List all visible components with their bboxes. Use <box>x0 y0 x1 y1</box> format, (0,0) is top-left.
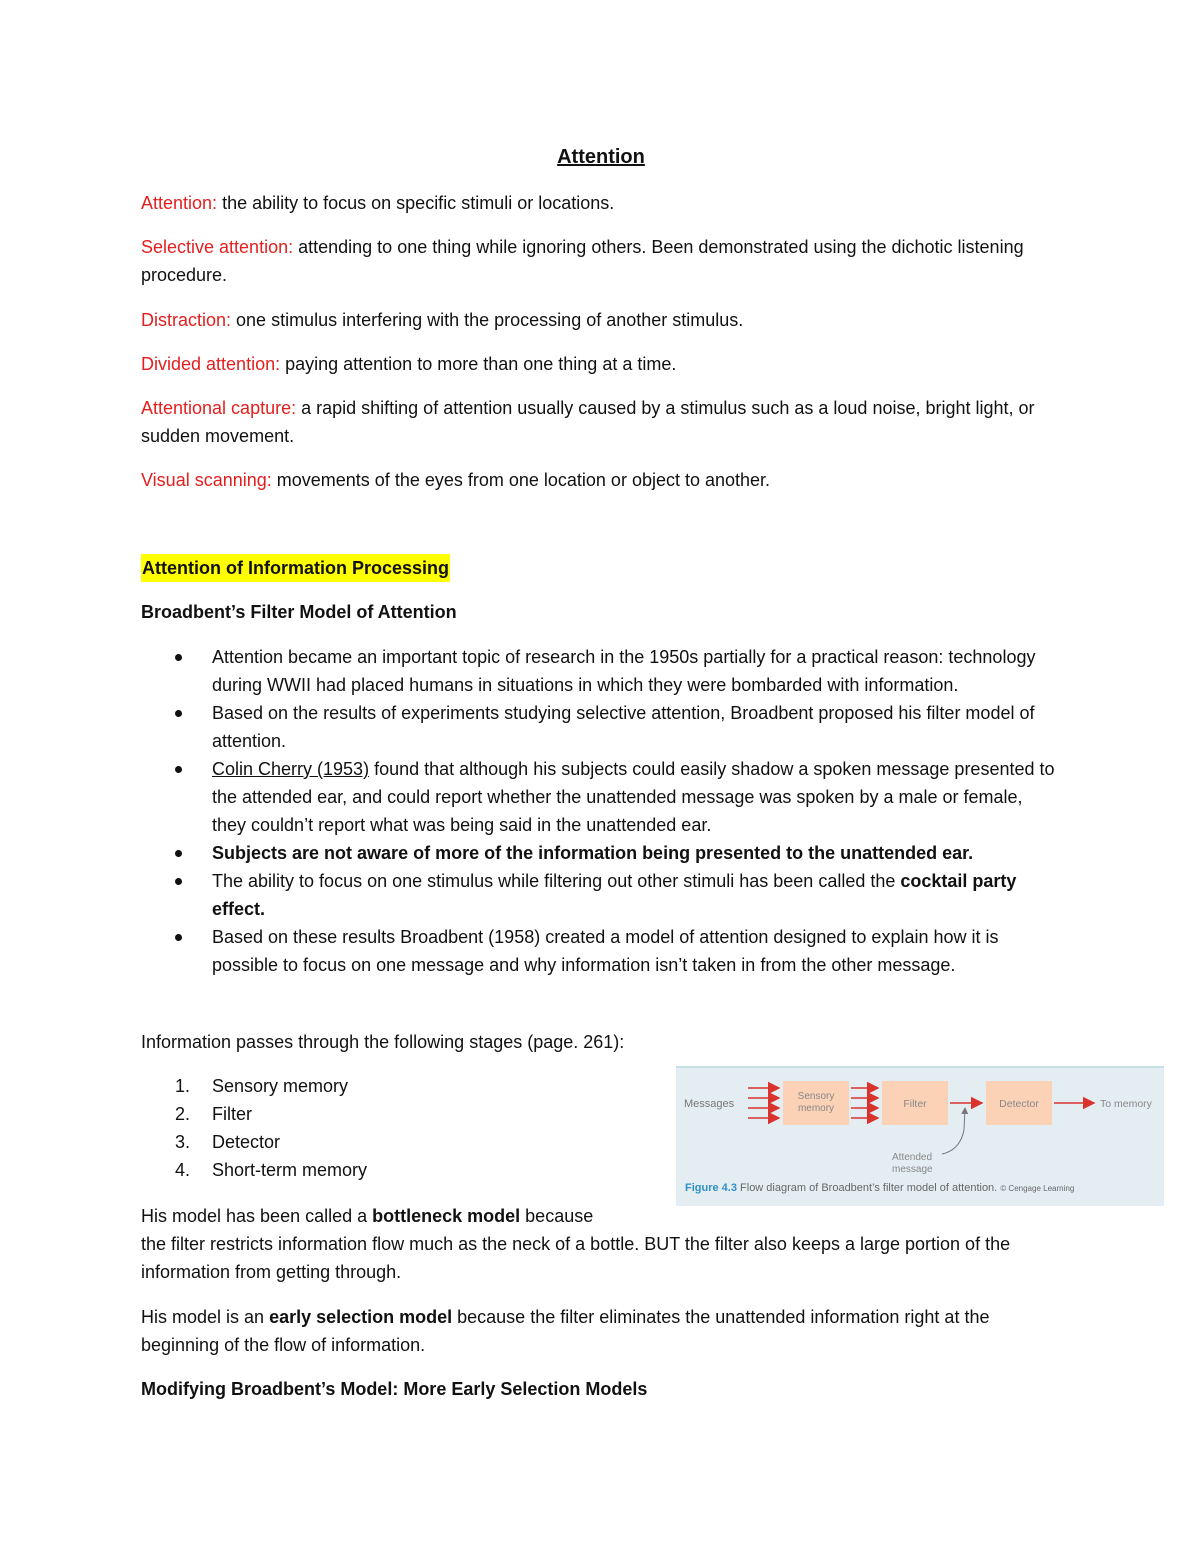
list-item: The ability to focus on one stimulus while filtering out other stimuli has been called the cocktail party effect. <box>141 867 1061 923</box>
definition-term: Selective attention: <box>141 237 294 257</box>
bullet-icon <box>175 710 182 717</box>
attended-label-1: Attended <box>892 1152 933 1163</box>
definition-text: paying attention to more than one thing at a time. <box>280 354 677 374</box>
bottleneck-paragraph-line2: the filter restricts information flow much as the neck of a bottle. BUT the filter also keeps a large portion of the information from getting through. <box>141 1234 1011 1282</box>
figure-caption <box>685 1181 1074 1196</box>
definition-text: attending to one thing while ignoring others. Been demonstrated using the dichotic listening procedure. <box>141 237 1024 285</box>
definition-distraction <box>141 306 1061 334</box>
list-item: Based on the results of experiments studying selective attention, Broadbent proposed his filter model of attention. <box>141 699 1061 755</box>
definition-attentional-capture <box>141 394 1061 450</box>
list-item: Subjects are not aware of more of the information being presented to the unattended ear. <box>141 839 1061 867</box>
definition-visual-scanning <box>141 466 1061 494</box>
stages-list <box>141 1072 641 1184</box>
list-item: 3. Detector <box>175 1132 281 1152</box>
list-item: Based on these results Broadbent (1958) created a model of attention designed to explain how it is possible to focus on one message and why information isn’t taken in from the other message. <box>141 923 1061 979</box>
subheading: Broadbent’s Filter Model of Attention <box>141 602 457 622</box>
list-item: 1. Sensory memory <box>175 1076 349 1096</box>
sensory-label-2: memory <box>797 1103 835 1114</box>
list-item: 4. Short-term memory <box>175 1160 368 1180</box>
attended-label-2: message <box>892 1164 933 1175</box>
page-title: Attention <box>557 146 645 168</box>
sensory-label-1: Sensory <box>797 1091 835 1102</box>
list-item: Attention became an important topic of research in the 1950s partially for a practical reason: technology during WWII had placed humans in situations in which they were bombarded with information. <box>141 643 1061 699</box>
stages-intro: Information passes through the following stages (page. 261): <box>141 1032 625 1052</box>
definition-attention <box>141 189 1061 217</box>
bullet-icon <box>175 934 182 941</box>
definition-selective-attention <box>141 233 1061 289</box>
early-selection-paragraph: His model is an early selection model because the filter eliminates the unattended information right at the beginning of the flow of information. <box>141 1307 990 1355</box>
bullet-icon <box>175 878 182 885</box>
figure-caption-text: Flow diagram of Broadbent’s filter model of attention. <box>736 1182 998 1194</box>
list-item: 2. Filter <box>175 1104 252 1124</box>
figure-label: Figure 4.3 <box>685 1182 737 1194</box>
definition-term: Visual scanning: <box>141 470 272 490</box>
list-item: Colin Cherry (1953) found that although his subjects could easily shadow a spoken message presented to the attended ear, and could report whether the unattended message was spoken by a male or female, they couldn’t report what was being said in the unattended ear. <box>141 755 1061 839</box>
bullet-icon <box>175 766 182 773</box>
messages-label: Messages <box>684 1098 735 1110</box>
bullet-icon <box>175 850 182 857</box>
definition-term: Attentional capture: <box>141 398 297 418</box>
definition-term: Attention: <box>141 193 218 213</box>
definition-text: a rapid shifting of attention usually caused by a stimulus such as a loud noise, bright light, or sudden movement. <box>141 398 1035 446</box>
section-heading: Attention of Information Processing <box>141 554 450 582</box>
definition-text: the ability to focus on specific stimuli or locations. <box>217 193 615 213</box>
message-arrows <box>748 1088 779 1118</box>
citation-link[interactable]: Colin Cherry (1953) <box>212 759 370 779</box>
bullet-icon <box>175 654 182 661</box>
definition-text: movements of the eyes from one location or object to another. <box>271 470 771 490</box>
detector-label: Detector <box>999 1098 1039 1110</box>
definition-term: Distraction: <box>141 310 232 330</box>
definition-divided-attention <box>141 350 1061 378</box>
bottleneck-paragraph-line1: His model has been called a bottleneck model because <box>141 1206 594 1226</box>
definition-term: Divided attention: <box>141 354 281 374</box>
figure-credit: © Cengage Learning <box>1000 1184 1075 1193</box>
to-memory-label: To memory <box>1100 1098 1152 1110</box>
filter-model-figure <box>676 1066 1164 1206</box>
final-heading: Modifying Broadbent’s Model: More Early Selection Models <box>141 1379 648 1399</box>
filter-label: Filter <box>903 1098 927 1110</box>
filter-input-arrows <box>851 1088 878 1118</box>
definition-text: one stimulus interfering with the processing of another stimulus. <box>231 310 744 330</box>
bullet-list <box>141 643 1061 979</box>
